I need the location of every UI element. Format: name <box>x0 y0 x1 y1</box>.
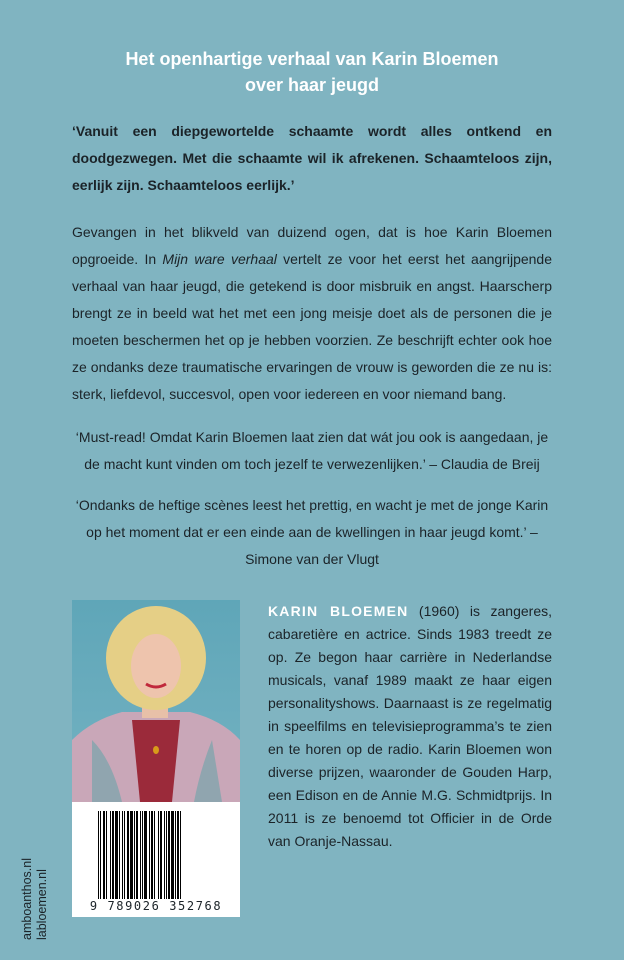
heading-line-1: Het openhartige verhaal van Karin Bloemen <box>125 49 499 69</box>
review-text: ‘Must-read! Omdat Karin Bloemen laat zien dat wát jou ook is aangedaan, je de macht kunt vinden om toch jezelf te verwezenlijken.’ <box>75 429 549 472</box>
review-author: – Simone van der Vlugt <box>245 524 538 567</box>
blurb-paragraph <box>72 219 552 408</box>
barcode-bars <box>98 811 224 899</box>
website-author: labloemen.nl <box>35 869 49 940</box>
review-text: ‘Ondanks de heftige scènes leest het prettig, en wacht je met de jonge Karin op het moment dat er een einde aan de kwellingen in haar jeugd komt.’ <box>75 497 549 540</box>
blurb-part-2: vertelt ze voor het eerst het aangrijpende verhaal van haar jeugd, die getekend is door misbruik en angst. Haarscherp brengt ze in beeld wat het met een jong meisje doet als de personen die je moeten beschermen het op je hebben voorzien. Ze beschrijft echter ook hoe ze ondanks deze traumatische ervaringen de vrouw is geworden die ze nu is: sterk, liefdevol, succesvol, open voor iedereen en voor niemand bang. <box>72 251 552 402</box>
review-author: – Claudia de Breij <box>425 456 540 472</box>
review-quote <box>72 424 552 478</box>
website-publisher: amboanthos.nl <box>20 857 34 940</box>
cover-heading <box>0 46 624 98</box>
barcode <box>72 802 240 917</box>
websites <box>20 858 50 940</box>
lead-quote: ‘Vanuit een diepgewortelde schaamte wordt alles ontkend en doodgezwegen. Met die schaamte wil ik afrekenen. Schaamteloos zijn, eerlijk zijn. Schaamteloos eerlijk.’ <box>72 123 552 193</box>
author-name: KARIN BLOEMEN <box>268 603 409 619</box>
author-photo <box>72 600 240 802</box>
book-title: Mijn ware verhaal <box>162 251 277 267</box>
bio-text: (1960) is zangeres, cabaretière en actrice. Sinds 1983 treedt ze op. Ze begon haar carrière in Nederlandse musicals, vanaf 1989 maakt ze haar eigen personalityshows. Daarnaast is ze regelmatig in speelfilms en televisieprogramma’s te zien en te horen op de radio. Karin Bloemen won diverse prijzen, waaronder de Gouden Harp, een Edison en de Annie M.G. Schmidtprijs. In 2011 is ze benoemd tot Officier in de Orde van Oranje-Nassau. <box>268 603 552 849</box>
blurb-part-1: Gevangen in het blikveld van duizend ogen, dat is hoe Karin Bloemen opgroeide. In <box>72 224 552 267</box>
heading-line-2: over haar jeugd <box>244 75 380 95</box>
isbn-number: 9 789026 352768 <box>89 899 223 913</box>
review-quote <box>72 492 552 573</box>
cover-text-column <box>72 46 552 573</box>
author-bio <box>268 600 552 853</box>
barcode-bar <box>180 811 181 899</box>
